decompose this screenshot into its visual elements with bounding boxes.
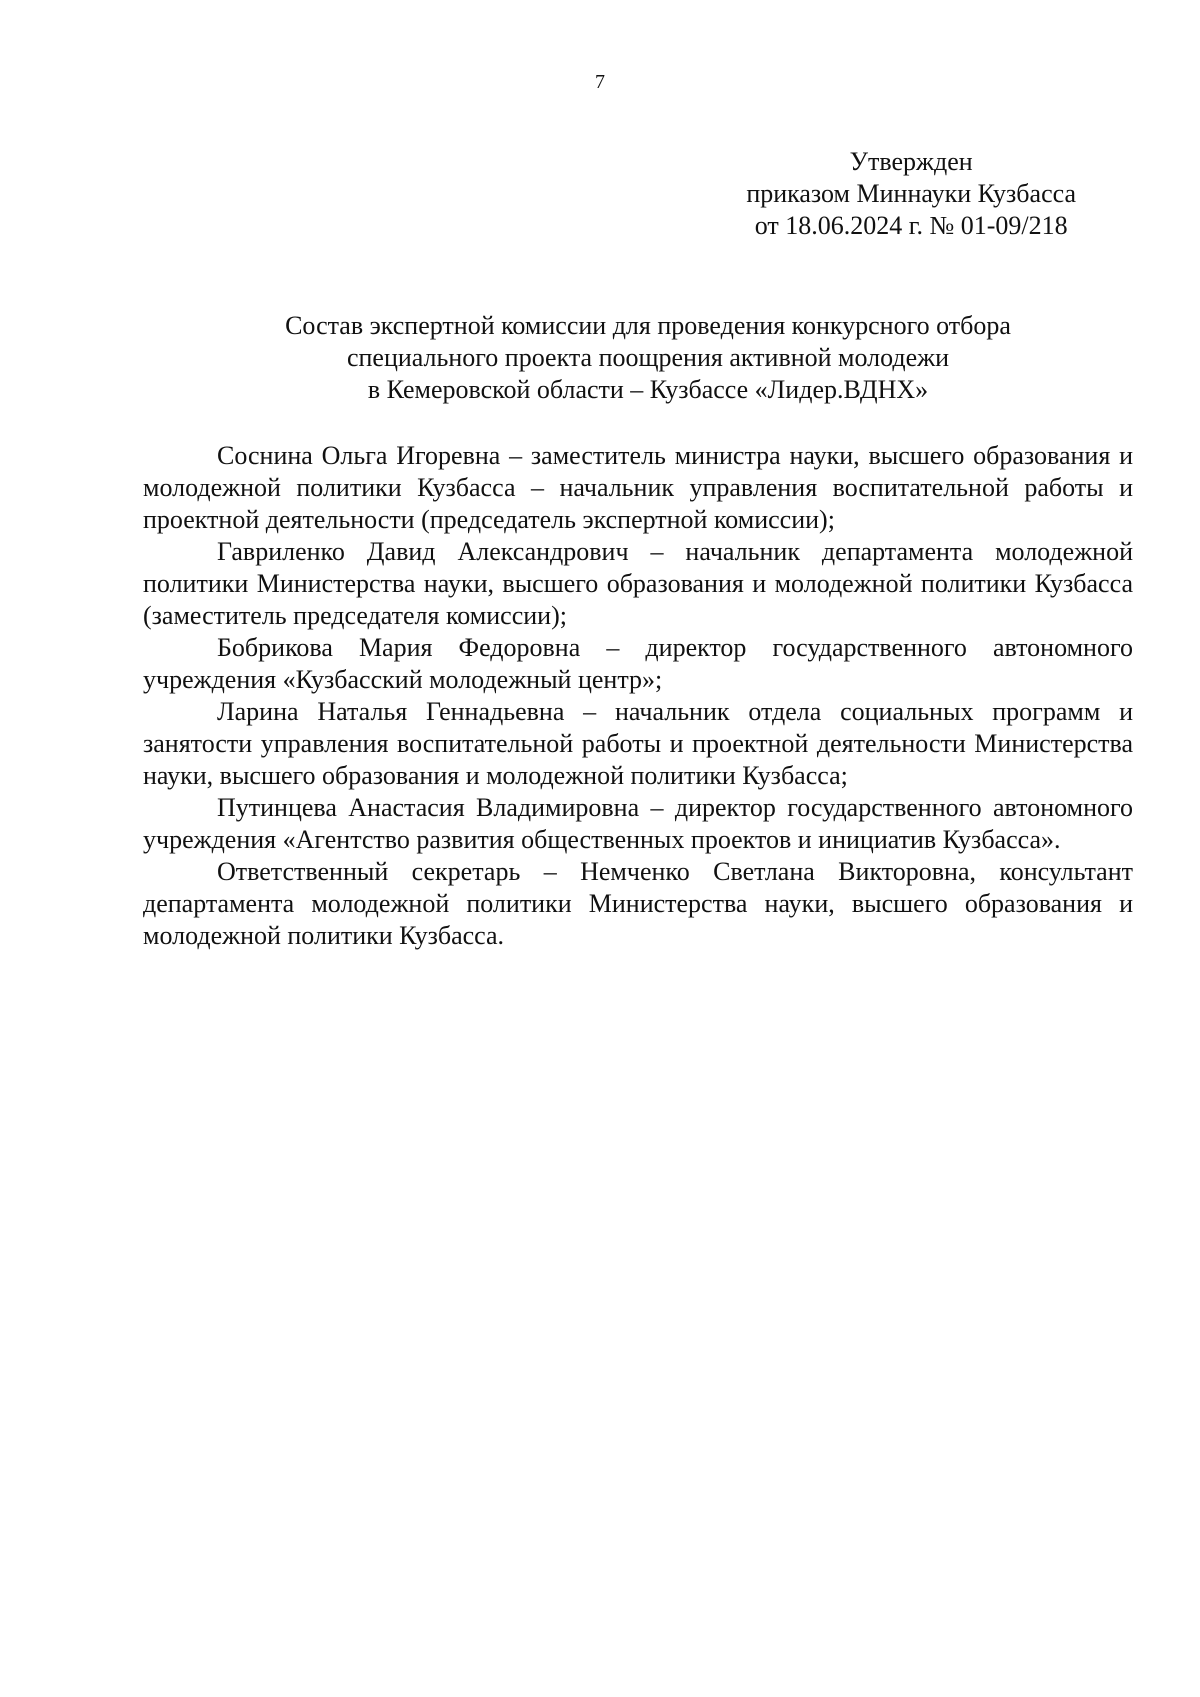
title-line-2: специального проекта поощрения активной молодежи [346,343,950,372]
member-paragraph-chair: Соснина Ольга Игоревна – заместитель министра науки, высшего образования и молодежной политики Кузбасса – начальник управления воспитательной работы и проектной деятельности (председатель экспертной комиссии); [143,441,1133,534]
page-number: 7 [595,71,605,93]
member-paragraph-larina: Ларина Наталья Геннадьевна – начальник отдела социальных программ и занятости управления воспитательной работы и проектной деятельности Министерства науки, высшего образования и молодежной политики Кузбасса; [143,697,1133,790]
member-paragraph-bobrikova: Бобрикова Мария Федоровна – директор государственного автономного учреждения «Кузбасский молодежный центр»; [143,633,1133,694]
document-title [235,310,1061,406]
approval-line-date-number: от 18.06.2024 г. № 01-09/218 [754,211,1068,240]
commission-members-list [143,440,1133,952]
member-paragraph-deputy-chair: Гавриленко Давид Александрович – начальник департамента молодежной политики Министерства науки, высшего образования и молодежной политики Кузбасса (заместитель председателя комиссии); [143,537,1133,630]
member-paragraph-secretary: Ответственный секретарь – Немченко Светлана Викторовна, консультант департамента молодежной политики Министерства науки, высшего образования и молодежной политики Кузбасса. [143,857,1133,950]
member-paragraph-putintseva: Путинцева Анастасия Владимировна – директор государственного автономного учреждения «Агентство развития общественных проектов и инициатив Кузбасса». [143,793,1133,854]
title-line-3: в Кемеровской области – Кузбассе «Лидер.ВДНХ» [367,375,929,404]
approval-line-approved: Утвержден [849,147,973,176]
approval-stamp-block [746,146,1076,242]
title-line-1: Состав экспертной комиссии для проведения конкурсного отбора [285,311,1011,340]
approval-line-order: приказом Миннауки Кузбасса [746,179,1076,208]
